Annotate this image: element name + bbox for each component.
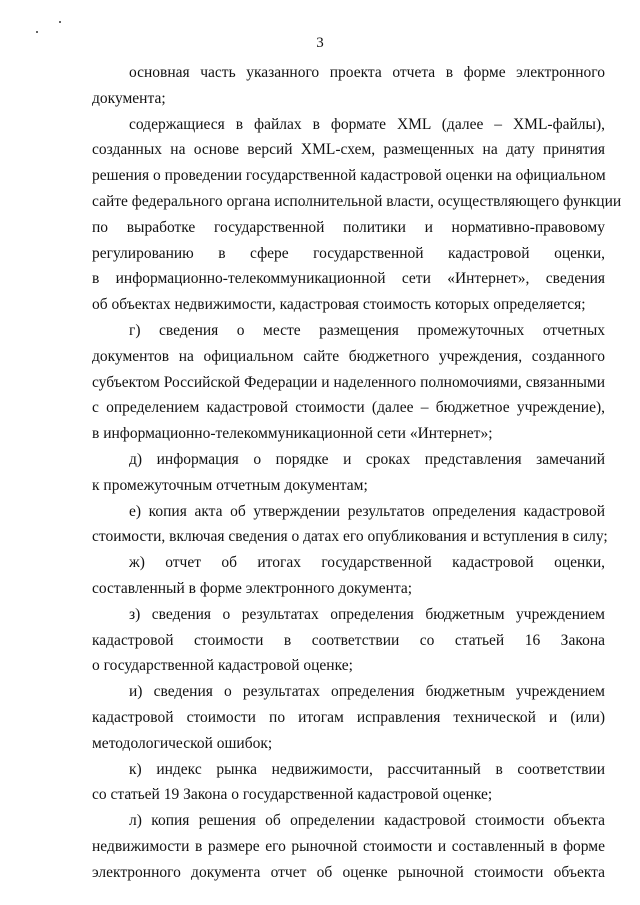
paragraph-first-line: е) копия акта об утверждении результатов определения кадастровой	[129, 502, 605, 520]
paragraph-line: в информационно-телекоммуникационной сети «Интернет», сведения	[92, 270, 605, 288]
paragraph-line: по выработке государственной политики и нормативно-правовому	[92, 218, 605, 236]
scan-speck	[36, 31, 38, 33]
paragraph-first-line: г) сведения о месте размещения промежуточных отчетных	[129, 321, 605, 339]
paragraph-line: кадастровой стоимости в соответствии со статьей 16 Закона	[92, 631, 605, 649]
paragraph-line: об объектах недвижимости, кадастровая стоимость которых определяется;	[92, 296, 586, 314]
paragraph-line: созданных на основе версий XML-схем, размещенных на дату принятия	[92, 141, 605, 159]
paragraph-line: стоимости, включая сведения о датах его опубликования и вступления в силу;	[92, 528, 608, 546]
paragraph-line: документа;	[92, 89, 166, 107]
paragraph-line: регулированию в сфере государственной кадастровой оценки,	[92, 244, 605, 262]
paragraph-line: решения о проведении государственной кадастровой оценки на официальном	[92, 167, 606, 185]
paragraph-first-line: и) сведения о результатах определения бюджетным учреждением	[129, 683, 605, 701]
paragraph-first-line: л) копия решения об определении кадастровой стоимости объекта	[129, 812, 605, 830]
paragraph-line: со статьей 19 Закона о государственной кадастровой оценке;	[92, 786, 493, 804]
paragraph-first-line: содержащиеся в файлах в формате XML (далее – XML-файлы),	[129, 115, 605, 133]
paragraph-line: сайте федерального органа исполнительной власти, осуществляющего функции	[92, 192, 622, 210]
paragraph-first-line: к) индекс рынка недвижимости, рассчитанный в соответствии	[129, 760, 605, 778]
paragraph-line: документов на официальном сайте бюджетного учреждения, созданного	[92, 347, 605, 365]
paragraph-first-line: основная часть указанного проекта отчета в форме электронного	[129, 64, 605, 81]
paragraph-line: методологической ошибок;	[92, 734, 273, 752]
paragraph-line: электронного документа отчет об оценке рыночной стоимости объекта	[92, 863, 605, 881]
paragraph-first-line: д) информация о порядке и сроках представления замечаний	[129, 450, 605, 468]
scan-speck	[59, 21, 61, 23]
paragraph-line: о государственной кадастровой оценке;	[92, 657, 353, 675]
paragraph-line: с определением кадастровой стоимости (далее – бюджетное учреждение),	[92, 399, 605, 417]
paragraph-line: составленный в форме электронного документа;	[92, 579, 413, 597]
document-body	[92, 60, 622, 886]
paragraph-line: кадастровой стоимости по итогам исправления технической и (или)	[92, 708, 605, 726]
paragraph-first-line: ж) отчет об итогах государственной кадастровой оценки,	[129, 554, 605, 572]
page-number: 3	[316, 35, 324, 51]
paragraph-line: недвижимости в размере его рыночной стоимости и составленный в форме	[92, 837, 605, 855]
paragraph-line: субъектом Российской Федерации и наделенного полномочиями, связанными	[92, 373, 605, 391]
paragraph-first-line: з) сведения о результатах определения бюджетным учреждением	[129, 605, 605, 623]
paragraph-line: к промежуточным отчетным документам;	[92, 476, 368, 494]
paragraph-line: в информационно-телекоммуникационной сети «Интернет»;	[92, 425, 493, 443]
